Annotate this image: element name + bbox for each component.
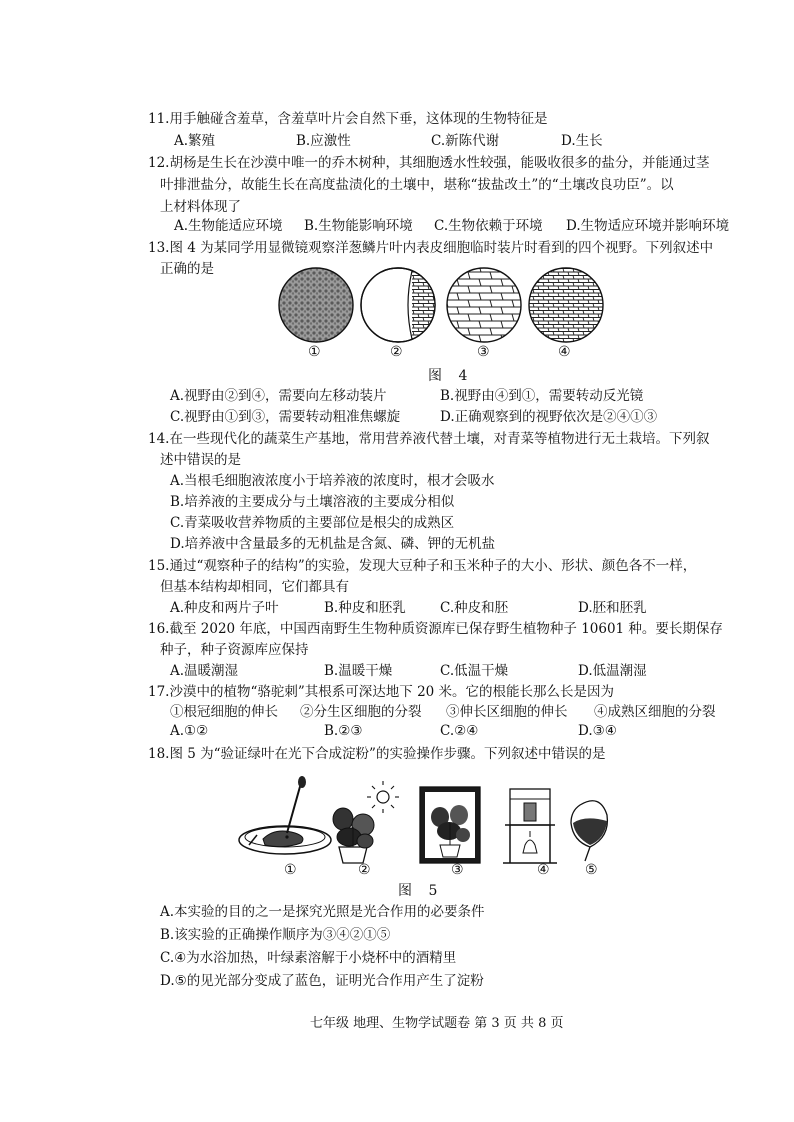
fig4-caption: 图 4 (428, 368, 474, 384)
q18-option-a: A.本实验的目的之一是探究光照是光合作用的必要条件 (160, 904, 485, 920)
q15-stem-line-2: 但基本结构却相同，它们都具有 (160, 579, 349, 595)
fig5-label-1: ① (284, 862, 297, 878)
q15-option-a: A.种皮和两片子叶 (170, 600, 279, 616)
q13-option-c: C.视野由①到③，需要转动粗准焦螺旋 (170, 409, 401, 425)
step-5-leaf (571, 801, 607, 861)
q12-stem-line-2: 叶排泄盐分，故能生长在高度盐渍化的土壤中，堪称“拔盐改土”的“土壤改良功臣”。以 (160, 177, 674, 193)
q11-option-c: C.新陈代谢 (431, 133, 500, 149)
q18-option-c: C.④为水浴加热，叶绿素溶解于小烧杯中的酒精里 (160, 950, 457, 966)
q16-stem-line-1: 16.截至 2020 年底，中国西南野生生物种质资源库已保存野生植物种子 10601 种。要长期保存 (148, 621, 723, 637)
figure-4-microscope-views (276, 265, 606, 345)
q13-option-b: B.视野由④到①，需要转动反光镜 (440, 388, 644, 404)
q13-option-d: D.正确观察到的视野依次是②④①③ (440, 409, 658, 425)
q17-stem: 17.沙漠中的植物“骆驼刺”其根系可深达地下 20 米。它的根能长那么长是因为 (148, 684, 615, 700)
q13-stem-line-1: 13.图 4 为某同学用显微镜观察洋葱鳞片叶内表皮细胞临时装片时看到的四个视野。下列叙述中 (148, 240, 714, 256)
q11-option-d: D.生长 (561, 133, 603, 149)
q14-option-c: C.青菜吸收营养物质的主要部位是根尖的成熟区 (170, 515, 455, 531)
q18-option-d: D.⑤的见光部分变成了蓝色，证明光合作用产生了淀粉 (160, 973, 484, 989)
view-3 (444, 265, 524, 345)
q14-option-d: D.培养液中含量最多的无机盐是含氮、磷、钾的无机盐 (170, 536, 496, 552)
q17-item-1: ①根冠细胞的伸长 (170, 704, 278, 720)
q11-option-a: A.繁殖 (174, 133, 216, 149)
q12-stem-line-3: 上材料体现了 (160, 199, 241, 215)
q13-option-a: A.视野由②到④，需要向左移动装片 (170, 388, 387, 404)
q18-stem: 18.图 5 为“验证绿叶在光下合成淀粉”的实验操作步骤。下列叙述中错误的是 (148, 746, 606, 762)
fig5-label-3: ③ (451, 862, 464, 878)
step-3-plant-in-dark (420, 787, 480, 863)
q17-item-3: ③伸长区细胞的伸长 (446, 704, 568, 720)
q17-option-a: A.①② (170, 723, 209, 739)
q17-option-c: C.②④ (440, 723, 479, 739)
step-2-plant-in-sun (333, 781, 399, 863)
fig5-label-4: ④ (537, 862, 550, 878)
q12-option-a: A.生物能适应环境 (174, 218, 283, 234)
view-2 (361, 265, 442, 345)
q18-option-b: B.该实验的正确操作顺序为③④②①⑤ (160, 927, 391, 943)
fig4-label-3: ③ (477, 344, 490, 360)
q17-option-d: D.③④ (578, 723, 617, 739)
view-1 (276, 265, 356, 345)
q15-stem-line-1: 15.通过“观察种子的结构”的实验，发现大豆种子和玉米种子的大小、形状、颜色各不一样， (148, 558, 697, 574)
q12-option-d: D.生物适应环境并影响环境 (566, 218, 730, 234)
q15-option-c: C.种皮和胚 (440, 600, 509, 616)
page-footer: 七年级 地理、生物学试题卷 第 3 页 共 8 页 (310, 1016, 564, 1031)
q16-option-b: B.温暖干燥 (324, 663, 393, 679)
q16-option-d: D.低温潮湿 (578, 663, 647, 679)
q14-stem-line-2: 述中错误的是 (160, 452, 241, 468)
fig5-label-2: ② (358, 862, 371, 878)
q16-option-a: A.温暖潮湿 (170, 663, 239, 679)
q12-stem-line-1: 12.胡杨是生长在沙漠中唯一的乔木树种，其细胞透水性较强，能吸收很多的盐分，并能通过茎 (148, 155, 710, 171)
fig4-label-4: ④ (558, 344, 571, 360)
q11-option-b: B.应激性 (296, 133, 351, 149)
q11-stem: 11.用手触碰含羞草，含羞草叶片会自然下垂，这体现的生物特征是 (148, 111, 548, 127)
q17-item-2: ②分生区细胞的分裂 (300, 704, 422, 720)
q13-stem-line-2: 正确的是 (160, 261, 214, 277)
step-1-dropper-dish (239, 776, 331, 854)
q12-option-b: B.生物能影响环境 (304, 218, 413, 234)
figure-5-experiment-steps (235, 775, 615, 870)
fig4-label-2: ② (390, 344, 403, 360)
fig4-label-1: ① (308, 344, 321, 360)
fig5-label-5: ⑤ (585, 862, 598, 878)
q16-option-c: C.低温干燥 (440, 663, 509, 679)
q14-stem-line-1: 14.在一些现代化的蔬菜生产基地，常用营养液代替土壤，对青菜等植物进行无土栽培。下列叙 (148, 431, 710, 447)
q12-option-c: C.生物依赖于环境 (434, 218, 543, 234)
q14-option-b: B.培养液的主要成分与土壤溶液的主要成分相似 (170, 494, 455, 510)
q15-option-d: D.胚和胚乳 (578, 600, 647, 616)
q17-option-b: B.②③ (324, 723, 363, 739)
q16-stem-line-2: 种子，种子资源库应保持 (160, 642, 309, 658)
q15-option-b: B.种皮和胚乳 (324, 600, 406, 616)
fig5-caption: 图 5 (398, 883, 444, 899)
q17-item-4: ④成熟区细胞的分裂 (594, 704, 716, 720)
step-4-water-bath (503, 789, 557, 863)
q14-option-a: A.当根毛细胞液浓度小于培养液的浓度时，根才会吸水 (170, 473, 495, 489)
view-4 (526, 265, 606, 345)
